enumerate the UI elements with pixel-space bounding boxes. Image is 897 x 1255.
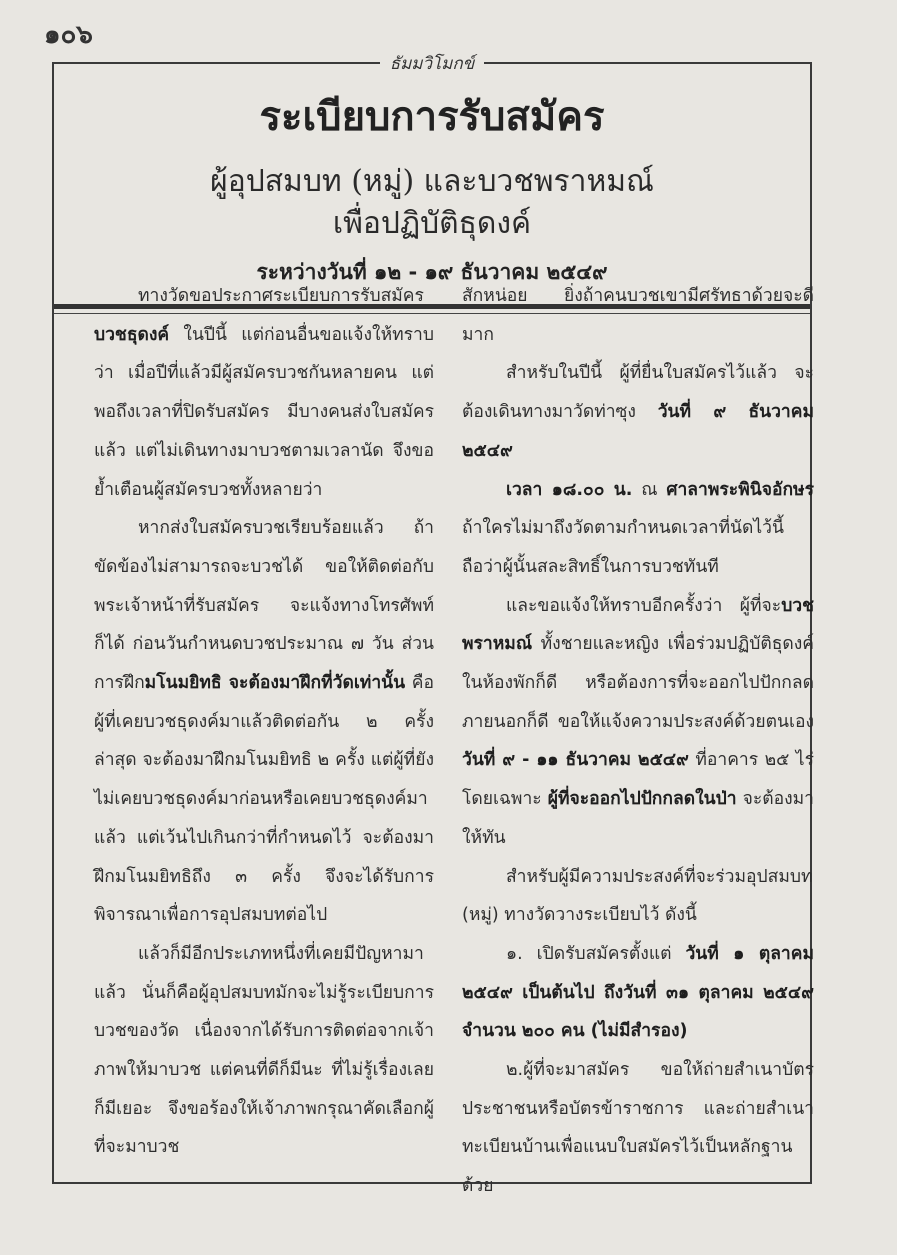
paragraph-1 bbox=[94, 277, 434, 509]
rule-item-1 bbox=[462, 935, 814, 1051]
bold-text: เวลา ๑๘.๐๐ น. bbox=[506, 479, 633, 500]
rule-item-2 bbox=[462, 1051, 814, 1206]
text: คือผู้ที่เคยบวชธุดงค์มาแล้วติดต่อกัน ๒ ครั้งล่าสุด จะต้องมาฝึกมโนมยิทธิ ๒ ครั้ง แต่ผู้ที่ยังไม่เคยบวชธุดงค์มาก่อนหรือเคยบวชธุดงค์มาแล้ว แต่เว้นไปเกินกว่าที่กำหนดไว้ จะต้องมาฝึกมโนมยิทธิถึง ๓ ครั้ง จึงจะได้รับการพิจารณาเพื่อการอุปสมบทต่อไป bbox=[94, 673, 435, 926]
bold-text: บวชพราหมณ์ bbox=[462, 595, 814, 655]
text: ในปีนี้ แต่ก่อนอื่นขอแจ้งให้ทราบว่า เมื่อปีที่แล้วมีผู้สมัครบวชกันหลายคน แต่พอถึงเวลาที่ปิดรับสมัคร มีบางคนส่งใบสมัครแล้ว แต่ไม่เดินทางมาบวชตามเวลานัด จึงขอย้ำเตือนผู้สมัครบวชทั้งหลายว่า bbox=[94, 324, 434, 500]
article-title: ระเบียบการรับสมัคร bbox=[259, 94, 605, 140]
text: ณ bbox=[632, 479, 667, 500]
left-column bbox=[94, 277, 434, 1167]
paragraph-brahmin bbox=[462, 587, 814, 858]
paragraph-3 bbox=[94, 935, 434, 1167]
bold-text: วันที่ ๙ - ๑๑ ธันวาคม ๒๕๔๙ bbox=[462, 750, 689, 771]
paragraph-continued bbox=[462, 277, 814, 354]
paragraph-time bbox=[462, 471, 814, 587]
text: ทั้งชายและหญิง เพื่อร่วมปฏิบัติธุดงค์ในห้องพักก็ดี หรือต้องการที่จะออกไปปักกลดภายนอกก็ดี ขอให้แจ้งความประสงค์ด้วยตนเอง bbox=[462, 634, 814, 732]
running-header-text: ธัมมวิโมกข์ bbox=[380, 54, 485, 74]
running-header bbox=[54, 50, 810, 77]
article-subtitle-line2: เพื่อปฏิบัติธุดงค์ bbox=[332, 206, 532, 241]
bold-text: บวชธุดงค์ bbox=[94, 324, 170, 345]
text: ทางวัดขอประกาศระเบียบการรับสมัคร bbox=[138, 286, 424, 306]
text: สำหรับผู้มีความประสงค์ที่จะร่วมอุปสมบท (หมู่) ทางวัดวางระเบียบไว้ ดังนี้ bbox=[462, 866, 813, 926]
paragraph-2 bbox=[94, 509, 434, 935]
bold-text: วันที่ ๙ ธันวาคม ๒๕๔๙ bbox=[462, 402, 814, 461]
bold-text: มโนมยิทธิ จะต้องมาฝึกที่วัดเท่านั้น bbox=[144, 673, 406, 694]
text: แล้วก็มีอีกประเภทหนึ่งที่เคยมีปัญหามาแล้ว นั่นก็คือผู้อุปสมบทมักจะไม่รู้ระเบียบการบวชของวัด เนื่องจากได้รับการติดต่อจากเจ้าภาพให้มาบวช แต่คนที่ดีก็มีนะ ที่ไม่รู้เรื่องเลยก็มีเยอะ จึงขอร้องให้เจ้าภาพกรุณาคัดเลือกผู้ที่จะมาบวช bbox=[94, 943, 434, 1158]
text: สำหรับในปีนี้ ผู้ที่ยื่นใบสมัครไว้แล้ว จะต้องเดินทางมาวัดท่าซุง bbox=[462, 363, 814, 423]
text: ที่อาคาร ๒๕ ไร่ โดยเฉพาะ bbox=[462, 750, 814, 810]
page-number: ๑๐๖ bbox=[44, 20, 93, 50]
text: ๒.ผู้ที่จะมาสมัคร ขอให้ถ่ายสำเนาบัตรประชาชนหรือบัตรข้าราชการ และถ่ายสำเนาทะเบียนบ้านเพื่อแนบใบสมัครไว้เป็นหลักฐานด้วย bbox=[462, 1060, 814, 1197]
paragraph-rules-intro bbox=[462, 858, 814, 935]
right-column bbox=[462, 277, 814, 1206]
text: สักหน่อย ยิ่งถ้าคนบวชเขามีศรัทธาด้วยจะดีมาก bbox=[462, 286, 814, 345]
text: ๑. เปิดรับสมัครตั้งแต่ bbox=[506, 943, 686, 964]
text: ถ้าใครไม่มาถึงวัดตามกำหนดเวลาที่นัดไว้นี้ ถือว่าผู้นั้นสละสิทธิ์ในการบวชทันที bbox=[462, 518, 784, 577]
article-subtitle-line1: ผู้อุปสมบท (หมู่) และบวชพราหมณ์ bbox=[210, 164, 654, 199]
bold-text: ผู้ที่จะออกไปปักกลดในป่า bbox=[547, 789, 737, 810]
text: หากส่งใบสมัครบวชเรียบร้อยแล้ว ถ้าขัดข้องไม่สามารถจะบวชได้ ขอให้ติดต่อกับพระเจ้าหน้าที่รับสมัคร จะแจ้งทางโทรศัพท์ก็ได้ ก่อนวันกำหนดบวชประมาณ ๗ วัน ส่วนการฝึก bbox=[94, 518, 434, 694]
text: จะต้องมาให้ทัน bbox=[462, 789, 814, 848]
date-line: ระหว่างวันที่ ๑๒ - ๑๙ ธันวาคม ๒๕๔๙ bbox=[256, 260, 608, 284]
bold-text: วันที่ ๑ ตุลาคม ๒๕๔๙ เป็นต้นไป ถึงวันที่ ๓๑ ตุลาคม ๒๕๔๙ จำนวน ๒๐๐ คน (ไม่มีสำรอง) bbox=[462, 943, 815, 1042]
bold-text: ศาลาพระพินิจอักษร bbox=[666, 479, 814, 500]
text: และขอแจ้งให้ทราบอีกครั้งว่า ผู้ที่จะ bbox=[506, 595, 782, 616]
paragraph-travel bbox=[462, 354, 814, 470]
